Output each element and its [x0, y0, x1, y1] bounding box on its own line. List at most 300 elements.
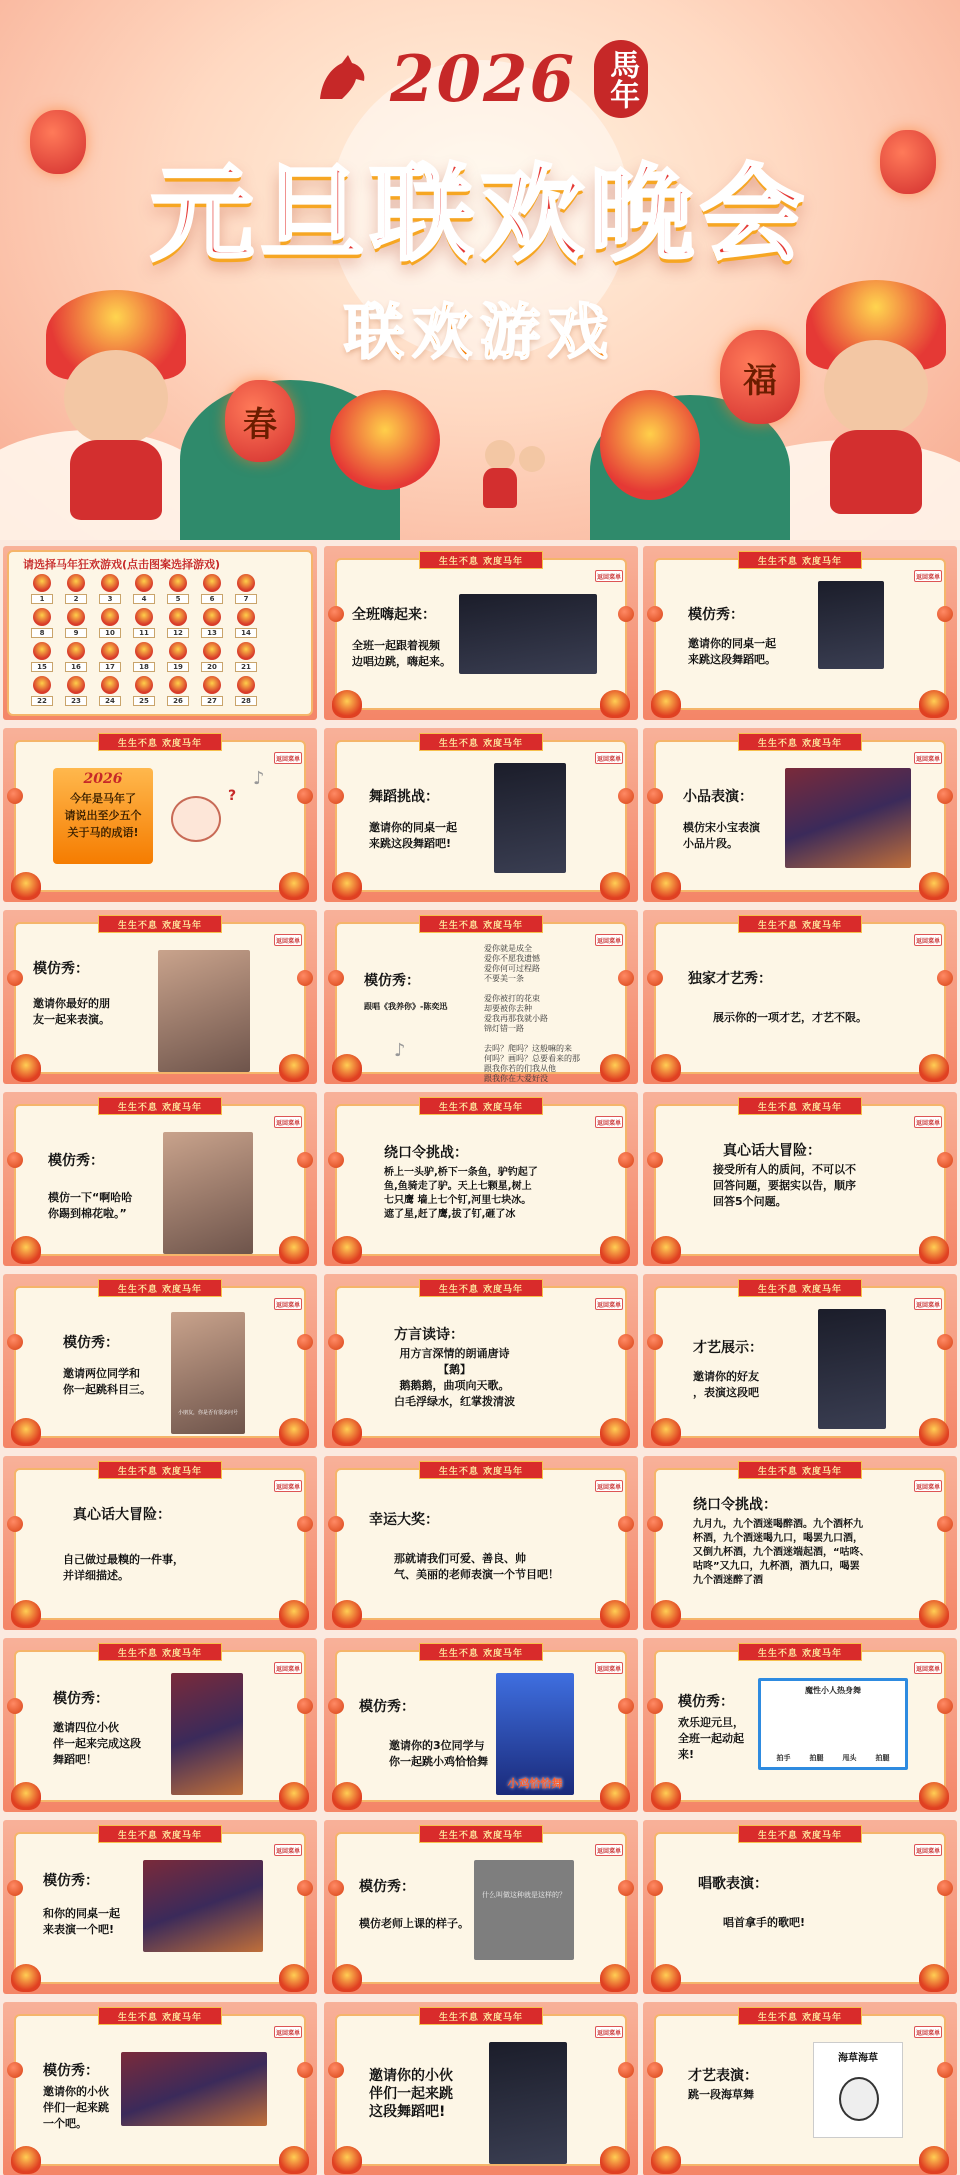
- lantern-fortune-text: 福: [743, 360, 777, 401]
- back-to-menu-button[interactable]: 返回菜单: [595, 1298, 623, 1310]
- game-number: 26: [167, 696, 189, 706]
- game-number: 12: [167, 628, 189, 638]
- lantern-icon: [7, 1152, 23, 1168]
- game-slide: [324, 1638, 638, 1812]
- lantern-icon: [618, 2062, 634, 2078]
- slide-title: 舞蹈挑战：: [369, 789, 439, 805]
- slide-body: 和你的同桌一起 来表演一个吧!: [43, 1907, 120, 1936]
- lantern-icon: [7, 1880, 23, 1896]
- lantern-icon: [7, 1516, 23, 1532]
- move-label: 拍腿: [809, 1754, 824, 1762]
- video-thumbnail[interactable]: [494, 763, 566, 873]
- game-tile[interactable]: [161, 674, 195, 708]
- lion-icon: [203, 608, 221, 626]
- lion-icon: [135, 642, 153, 660]
- slide-frame: [335, 922, 627, 1074]
- game-tile[interactable]: [127, 640, 161, 674]
- horse-kid-left: [40, 290, 190, 520]
- game-tile[interactable]: [59, 606, 93, 640]
- back-to-menu-button[interactable]: 返回菜单: [914, 1298, 942, 1310]
- game-tile[interactable]: [25, 674, 59, 708]
- idiom-scroll: [53, 768, 153, 864]
- lion-icon: [919, 2146, 949, 2174]
- lion-icon: [919, 1418, 949, 1446]
- video-thumbnail[interactable]: [143, 1860, 263, 1952]
- game-slide: [324, 1820, 638, 1994]
- game-slide: [3, 1638, 317, 1812]
- lion-icon: [600, 1054, 630, 1082]
- slide-title: 模仿秀：: [359, 1879, 415, 1895]
- lantern-icon: [647, 1880, 663, 1896]
- game-tile[interactable]: [161, 606, 195, 640]
- slide-title: 唱歌表演：: [698, 1876, 768, 1892]
- back-to-menu-button[interactable]: 返回菜单: [595, 1116, 623, 1128]
- scroll-year: 2026: [83, 771, 123, 787]
- lion-icon: [279, 1964, 309, 1992]
- slide-body: 邀请两位同学和 你一起跳科目三。: [63, 1367, 151, 1396]
- slide-body: 那就请我们可爱、善良、帅 气、美丽的老师表演一个节目吧！: [394, 1552, 559, 1581]
- lantern-icon: [647, 1698, 663, 1714]
- back-to-menu-button[interactable]: 返回菜单: [274, 1480, 302, 1492]
- slide-banner: 生生不息 欢度马年: [419, 1643, 543, 1661]
- slide-frame: [335, 1468, 627, 1620]
- lion-icon: [651, 872, 681, 900]
- game-tile[interactable]: [161, 640, 195, 674]
- video-thumbnail[interactable]: [121, 2052, 267, 2126]
- lantern-icon: [618, 1334, 634, 1350]
- game-slide: [643, 728, 957, 902]
- lantern-icon: [618, 1516, 634, 1532]
- lion-icon: [600, 1418, 630, 1446]
- game-slide: [643, 1274, 957, 1448]
- dance-card[interactable]: [758, 1678, 908, 1770]
- game-slide: [643, 546, 957, 720]
- game-number: 18: [133, 662, 155, 672]
- slide-title: 模仿秀：: [48, 1153, 104, 1169]
- lion-icon: [600, 1236, 630, 1264]
- slide-banner: 生生不息 欢度马年: [738, 1825, 862, 1843]
- slide-banner: 生生不息 欢度马年: [98, 915, 222, 933]
- lion-icon: [651, 1054, 681, 1082]
- lion-icon: [33, 676, 51, 694]
- game-tile[interactable]: [195, 640, 229, 674]
- lion-icon: [332, 1054, 362, 1082]
- lion-icon: [919, 1782, 949, 1810]
- lion-icon: [67, 676, 85, 694]
- back-to-menu-button[interactable]: 返回菜单: [914, 934, 942, 946]
- video-thumbnail[interactable]: [785, 768, 911, 868]
- game-slide: [324, 910, 638, 1084]
- video-thumbnail[interactable]: [818, 581, 884, 669]
- slide-frame: [14, 1286, 306, 1438]
- speaker-icon[interactable]: ♪: [394, 1040, 406, 1061]
- menu-slide: [3, 546, 317, 720]
- lion-icon: [237, 574, 255, 592]
- slide-body: 邀请你的小伙 伴们一起来跳 一个吧。: [43, 2085, 109, 2130]
- lion-dance: [600, 390, 700, 500]
- slide-title: 绕口令挑战：: [693, 1497, 777, 1513]
- back-to-menu-button[interactable]: 返回菜单: [595, 1662, 623, 1674]
- move-label: 拍腿: [875, 1754, 890, 1762]
- lion-icon: [169, 642, 187, 660]
- lantern-icon: [937, 606, 953, 622]
- lion-icon: [919, 1054, 949, 1082]
- back-to-menu-button[interactable]: 返回菜单: [274, 934, 302, 946]
- game-slide: [324, 728, 638, 902]
- game-slide: [324, 1092, 638, 1266]
- horse-icon: [312, 51, 372, 107]
- video-thumbnail[interactable]: [489, 2042, 567, 2164]
- move-label: 甩头: [842, 1754, 857, 1762]
- slide-frame: [654, 1832, 946, 1984]
- slide-body: 展示你的一项才艺，才艺不限。: [713, 1011, 867, 1024]
- lantern-icon: [7, 2062, 23, 2078]
- lantern-icon: [7, 1698, 23, 1714]
- slide-banner: 生生不息 欢度马年: [98, 1279, 222, 1297]
- lantern-icon: [328, 970, 344, 986]
- game-tile[interactable]: [93, 640, 127, 674]
- lantern-icon: [647, 606, 663, 622]
- main-title: 元旦联欢晚会: [149, 153, 810, 275]
- lion-icon: [919, 690, 949, 718]
- back-to-menu-button[interactable]: 返回菜单: [274, 2026, 302, 2038]
- lion-icon: [332, 1782, 362, 1810]
- lion-icon: [651, 1236, 681, 1264]
- game-number: 19: [167, 662, 189, 672]
- video-thumbnail[interactable]: [474, 1860, 574, 1960]
- lion-icon: [11, 1054, 41, 1082]
- lantern-icon: [297, 1152, 313, 1168]
- game-tile[interactable]: [93, 572, 127, 606]
- lion-icon: [279, 1236, 309, 1264]
- game-tile[interactable]: [127, 674, 161, 708]
- video-caption: 小鸡恰恰舞: [507, 1777, 563, 1790]
- lantern-icon: [328, 1516, 344, 1532]
- slide-banner: 生生不息 欢度马年: [98, 1097, 222, 1115]
- slide-title: 邀请你的小伙 伴们一起来跳 这段舞蹈吧!: [369, 2068, 453, 2120]
- slide-body: 接受所有人的质问，不可以不 回答问题，要据实以告，顺序 回答5个问题。: [713, 1163, 856, 1208]
- game-number: 4: [133, 594, 155, 604]
- game-slide: [643, 1456, 957, 1630]
- lion-icon: [279, 1418, 309, 1446]
- lantern-icon: [647, 1334, 663, 1350]
- slide-banner: 生生不息 欢度马年: [738, 551, 862, 569]
- lantern-icon: [328, 788, 344, 804]
- game-number: 2: [65, 594, 87, 604]
- lantern-icon: [647, 2062, 663, 2078]
- lantern-icon: [297, 1516, 313, 1532]
- back-to-menu-button[interactable]: 返回菜单: [595, 2026, 623, 2038]
- lion-icon: [279, 1600, 309, 1628]
- lion-icon: [279, 872, 309, 900]
- game-tile[interactable]: [161, 572, 195, 606]
- back-to-menu-button[interactable]: 返回菜单: [274, 1662, 302, 1674]
- dancing-kids: [475, 440, 545, 530]
- slide-banner: 生生不息 欢度马年: [419, 1461, 543, 1479]
- back-to-menu-button[interactable]: 返回菜单: [914, 2026, 942, 2038]
- slide-title: 模仿秀：: [359, 1699, 415, 1715]
- game-number: 21: [235, 662, 257, 672]
- game-number: 15: [31, 662, 53, 672]
- game-tile[interactable]: [229, 674, 263, 708]
- game-slide: [643, 2002, 957, 2175]
- slide-body: 模仿老师上课的样子。: [359, 1917, 469, 1930]
- slide-frame: [335, 1650, 627, 1802]
- year-text: 2026: [389, 41, 577, 117]
- lion-icon: [332, 1964, 362, 1992]
- game-number: 17: [99, 662, 121, 672]
- slide-body: 邀请你的好友 ，表演这段吧: [693, 1370, 759, 1399]
- lion-icon: [67, 574, 85, 592]
- slide-body: 桥上一头驴,桥下一条鱼，驴钓起了 鱼,鱼骑走了驴。天上七颗星,树上 七只鹰 墙上七个钉,河里七块冰。 遮了星,赶了鹰,拔了钉,砸了冰: [384, 1167, 538, 1220]
- slide-body: 邀请你的同桌一起 来跳这段舞蹈吧。: [688, 637, 776, 666]
- lion-icon: [203, 676, 221, 694]
- video-thumbnail[interactable]: [171, 1312, 245, 1434]
- slide-title: 模仿秀：: [33, 961, 89, 977]
- back-to-menu-button[interactable]: 返回菜单: [914, 1662, 942, 1674]
- game-slide: [324, 1456, 638, 1630]
- slide-title: 模仿秀：: [43, 2063, 99, 2079]
- slide-banner: 生生不息 欢度马年: [98, 1461, 222, 1479]
- lion-icon: [651, 1782, 681, 1810]
- game-slide: [3, 728, 317, 902]
- game-tile[interactable]: [59, 572, 93, 606]
- lion-icon: [600, 690, 630, 718]
- back-to-menu-button[interactable]: 返回菜单: [274, 1116, 302, 1128]
- lion-icon: [237, 608, 255, 626]
- lion-icon: [203, 574, 221, 592]
- slide-title: 全班嗨起来：: [352, 607, 436, 623]
- game-tile[interactable]: [59, 640, 93, 674]
- lion-icon: [11, 1418, 41, 1446]
- slide-title: 模仿秀：: [364, 973, 420, 989]
- slide-body: 邀请你的3位同学与 你一起跳小鸡恰恰舞: [389, 1739, 488, 1768]
- lion-icon: [600, 1600, 630, 1628]
- game-number: 3: [99, 594, 121, 604]
- lantern-icon: [647, 1152, 663, 1168]
- back-to-menu-button[interactable]: 返回菜单: [914, 1480, 942, 1492]
- slide-body: 用方言深情的朗诵唐诗 【鹅】 鹅鹅鹅，曲项向天歌。 白毛浮绿水，红掌拨清波: [394, 1347, 515, 1408]
- game-number: 13: [201, 628, 223, 638]
- back-to-menu-button[interactable]: 返回菜单: [914, 1844, 942, 1856]
- back-to-menu-button[interactable]: 返回菜单: [914, 570, 942, 582]
- slide-caption: 跟唱《我养你》-陈奕迅: [364, 1002, 448, 1011]
- menu-title: 请选择马年狂欢游戏(点击图案选择游戏): [23, 558, 221, 571]
- lion-icon: [135, 608, 153, 626]
- slide-banner: 生生不息 欢度马年: [98, 1825, 222, 1843]
- video-thumbnail[interactable]: [496, 1673, 574, 1795]
- lion-icon: [237, 642, 255, 660]
- lion-icon: [67, 642, 85, 660]
- lion-icon: [169, 574, 187, 592]
- lantern-icon: [297, 2062, 313, 2078]
- lion-icon: [332, 1418, 362, 1446]
- slide-title: 独家才艺秀：: [688, 971, 772, 987]
- back-to-menu-button[interactable]: 返回菜单: [595, 1480, 623, 1492]
- game-tile[interactable]: [127, 606, 161, 640]
- game-tile[interactable]: [93, 674, 127, 708]
- lion-icon: [101, 608, 119, 626]
- lion-icon: [203, 642, 221, 660]
- game-slide: [643, 1092, 957, 1266]
- lion-icon: [919, 1964, 949, 1992]
- scroll-text: 今年是马年了 请说出至少五个 关于马的成语!: [64, 792, 142, 839]
- back-to-menu-button[interactable]: 返回菜单: [595, 934, 623, 946]
- slide-banner: 生生不息 欢度马年: [419, 915, 543, 933]
- year-row: [0, 40, 960, 118]
- lion-icon: [33, 574, 51, 592]
- slide-frame: [654, 1286, 946, 1438]
- back-to-menu-button[interactable]: 返回菜单: [595, 1844, 623, 1856]
- game-slide: [643, 1820, 957, 1994]
- lantern-icon: [618, 606, 634, 622]
- video-thumbnail[interactable]: [459, 594, 597, 674]
- lion-icon: [332, 1600, 362, 1628]
- video-thumbnail[interactable]: [158, 950, 250, 1072]
- lion-icon: [135, 574, 153, 592]
- lion-icon: [600, 2146, 630, 2174]
- slide-banner: 生生不息 欢度马年: [98, 733, 222, 751]
- game-slide: [3, 1820, 317, 1994]
- game-tile[interactable]: [229, 640, 263, 674]
- game-tile[interactable]: [195, 674, 229, 708]
- slide-title: 模仿秀：: [688, 607, 744, 623]
- lion-icon: [919, 1236, 949, 1264]
- slide-frame: [14, 1468, 306, 1620]
- game-number: 1: [31, 594, 53, 604]
- slide-title: 小品表演：: [683, 789, 753, 805]
- back-to-menu-button[interactable]: 返回菜单: [595, 752, 623, 764]
- game-number: 14: [235, 628, 257, 638]
- meme-text: 海草海草: [838, 2053, 878, 2064]
- lion-icon: [11, 1600, 41, 1628]
- lantern-icon: [297, 1698, 313, 1714]
- slide-banner: 生生不息 欢度马年: [419, 2007, 543, 2025]
- slide-banner: 生生不息 欢度马年: [738, 1097, 862, 1115]
- back-to-menu-button[interactable]: 返回菜单: [914, 1116, 942, 1128]
- game-tile[interactable]: [25, 572, 59, 606]
- lantern-icon: [618, 970, 634, 986]
- lantern-icon: [647, 970, 663, 986]
- lion-icon: [101, 642, 119, 660]
- slide-title: 模仿秀：: [43, 1873, 99, 1889]
- horse-kid-right: [800, 280, 950, 520]
- lion-icon: [169, 608, 187, 626]
- game-tile[interactable]: [229, 572, 263, 606]
- lantern-icon: [328, 1152, 344, 1168]
- game-slide: [3, 910, 317, 1084]
- game-tile[interactable]: [59, 674, 93, 708]
- cover-slide: [0, 0, 960, 540]
- slide-body: 模仿一下“啊哈哈 你踢到棉花啦。”: [48, 1191, 133, 1220]
- meme-card[interactable]: [813, 2042, 903, 2138]
- question-marks: ?: [228, 788, 237, 804]
- lion-dance: [330, 390, 440, 490]
- game-slide: [324, 546, 638, 720]
- lion-icon: [11, 1964, 41, 1992]
- video-thumbnail[interactable]: [163, 1132, 253, 1254]
- lantern-icon: [618, 1152, 634, 1168]
- lion-icon: [101, 676, 119, 694]
- game-number: 5: [167, 594, 189, 604]
- horse-year-seal: 馬年: [594, 40, 648, 118]
- slide-banner: 生生不息 欢度马年: [419, 1097, 543, 1115]
- lantern-icon: [647, 1516, 663, 1532]
- lantern-spring: [225, 380, 295, 462]
- back-to-menu-button[interactable]: 返回菜单: [274, 752, 302, 764]
- game-tile[interactable]: [127, 572, 161, 606]
- game-number: 7: [235, 594, 257, 604]
- meme-face-icon: [839, 2077, 879, 2121]
- lion-icon: [651, 1964, 681, 1992]
- slide-body: 跳一段海草舞: [688, 2088, 754, 2101]
- slide-banner: 生生不息 欢度马年: [419, 551, 543, 569]
- game-slide: [3, 1274, 317, 1448]
- lyrics-text: 爱你就是成全 爱你不愿我遗憾 爱你何可过程路 不要美一条 爱你被打的花束 却要被你去种 爱我再那我就小路 锦灯错一路 去吗？爬吗？这般嘛的来 何吗？画吗？总要看来的那 跟我你若的们我从他 跟我你在大爱好没: [484, 944, 580, 1083]
- lantern-icon: [937, 788, 953, 804]
- lion-icon: [135, 676, 153, 694]
- game-tile[interactable]: [195, 572, 229, 606]
- slide-banner: 生生不息 欢度马年: [98, 1643, 222, 1661]
- slide-banner: 生生不息 欢度马年: [98, 2007, 222, 2025]
- lantern-icon: [937, 1334, 953, 1350]
- lion-icon: [600, 872, 630, 900]
- video-thumbnail[interactable]: [818, 1309, 886, 1429]
- lantern-icon: [937, 1880, 953, 1896]
- game-number: 6: [201, 594, 223, 604]
- lion-icon: [279, 1054, 309, 1082]
- lantern-icon: [7, 788, 23, 804]
- confused-cartoon: [171, 796, 221, 842]
- lion-icon: [332, 1236, 362, 1264]
- lantern-icon: [937, 2062, 953, 2078]
- slide-banner: 生生不息 欢度马年: [738, 733, 862, 751]
- lion-icon: [11, 1782, 41, 1810]
- slide-title: 绕口令挑战：: [384, 1145, 468, 1161]
- lion-icon: [11, 2146, 41, 2174]
- slide-title: 模仿秀：: [63, 1335, 119, 1351]
- lantern-icon: [297, 970, 313, 986]
- game-tile[interactable]: [25, 640, 59, 674]
- lion-icon: [919, 872, 949, 900]
- lion-icon: [11, 872, 41, 900]
- game-tile[interactable]: [93, 606, 127, 640]
- back-to-menu-button[interactable]: 返回菜单: [274, 1298, 302, 1310]
- game-tile[interactable]: [25, 606, 59, 640]
- lantern-icon: [328, 1698, 344, 1714]
- back-to-menu-button[interactable]: 返回菜单: [274, 1844, 302, 1856]
- game-number: 23: [65, 696, 87, 706]
- game-tile[interactable]: [195, 606, 229, 640]
- slide-banner: 生生不息 欢度马年: [738, 1279, 862, 1297]
- game-slide: [324, 2002, 638, 2175]
- lion-icon: [600, 1964, 630, 1992]
- lantern-icon: [647, 788, 663, 804]
- lantern-icon: [328, 1880, 344, 1896]
- back-to-menu-button[interactable]: 返回菜单: [914, 752, 942, 764]
- slide-title: 模仿秀：: [53, 1691, 109, 1707]
- speaker-icon[interactable]: ♪: [253, 768, 265, 789]
- slide-body: 自己做过最糗的一件事， 并详细描述。: [63, 1553, 184, 1582]
- game-tile[interactable]: [229, 606, 263, 640]
- video-thumbnail[interactable]: [171, 1673, 243, 1795]
- slide-banner: 生生不息 欢度马年: [738, 1643, 862, 1661]
- slide-frame: [654, 558, 946, 710]
- lion-icon: [332, 2146, 362, 2174]
- game-grid: [25, 572, 263, 708]
- game-number: 28: [235, 696, 257, 706]
- back-to-menu-button[interactable]: 返回菜单: [595, 570, 623, 582]
